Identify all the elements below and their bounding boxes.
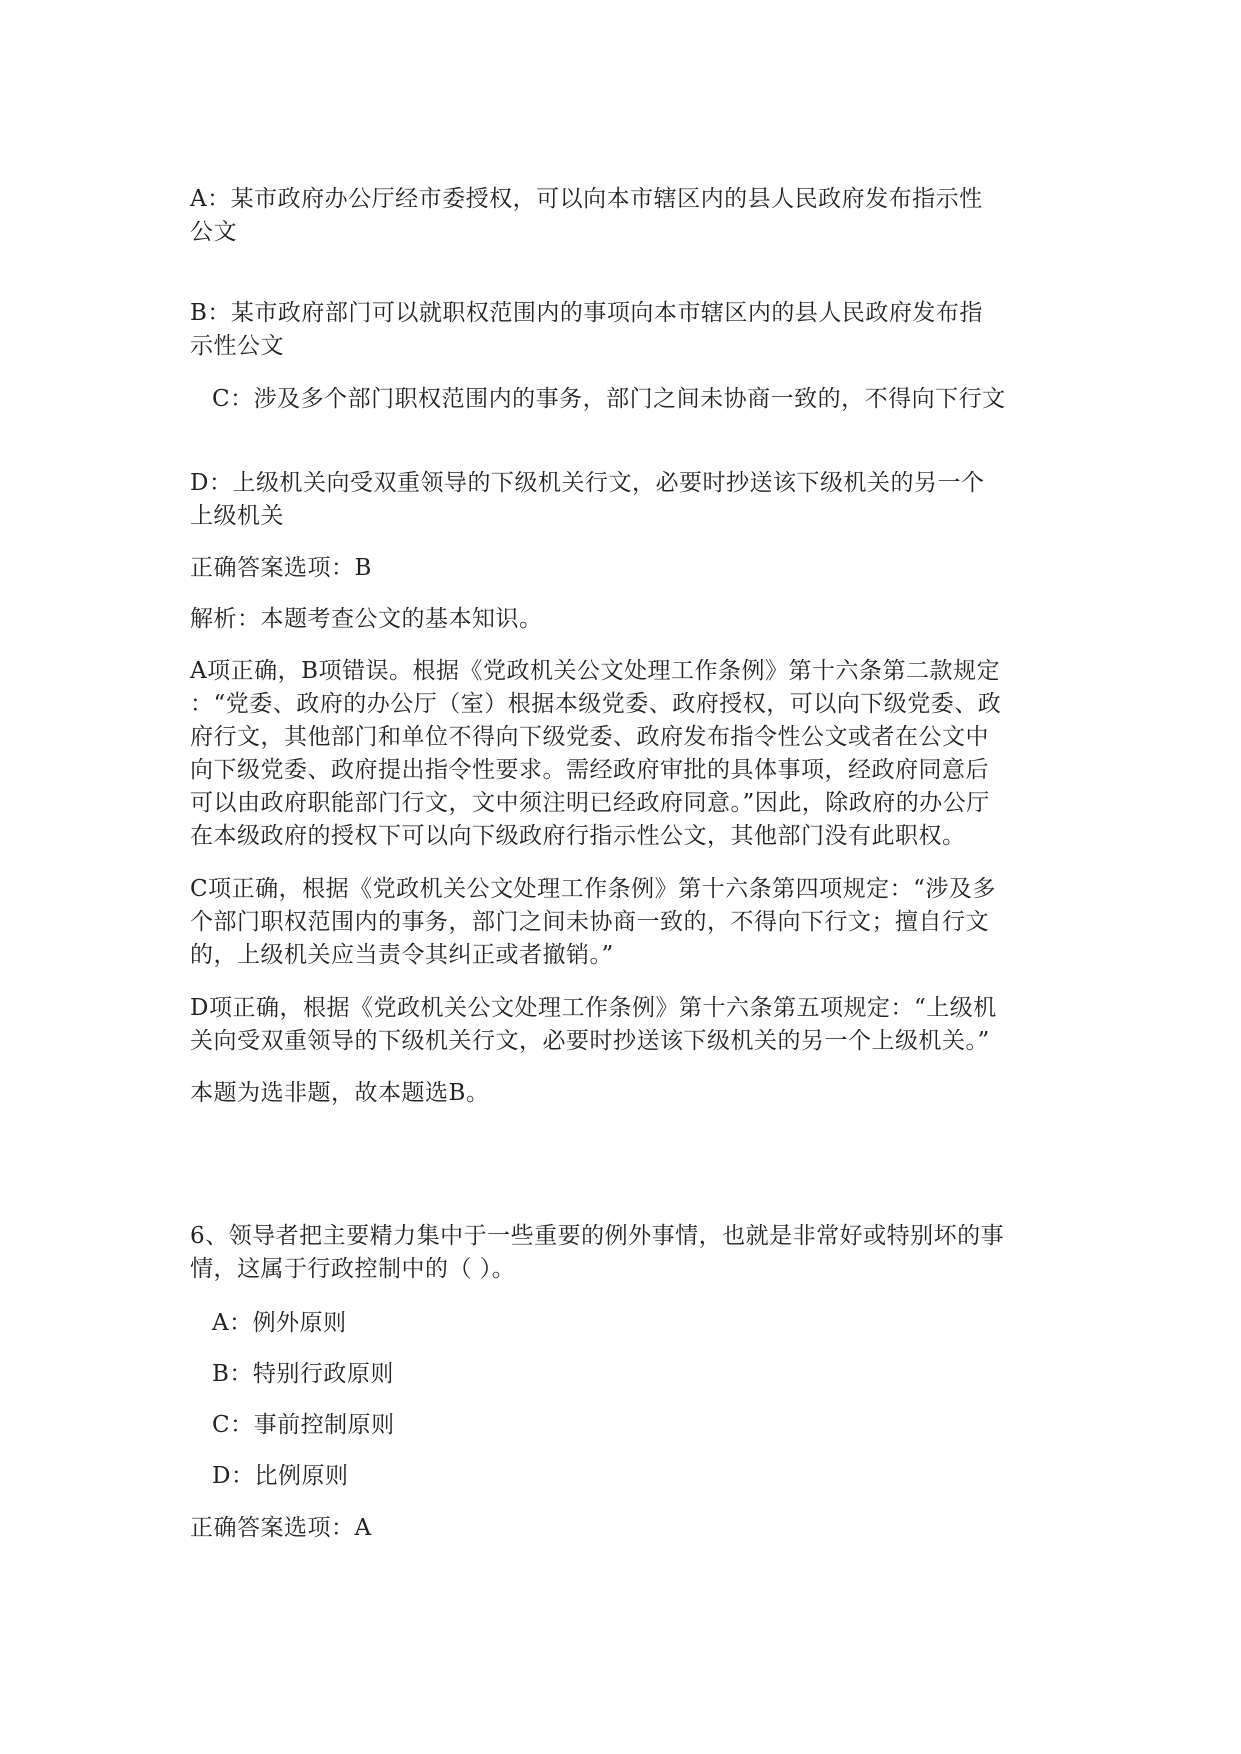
q6-answer: 正确答案选项：A bbox=[190, 1515, 372, 1541]
q5-option-a-line-2: 公文 bbox=[190, 219, 237, 245]
q5-para-c-line-3: 的，上级机关应当责令其纠正或者撤销。” bbox=[190, 942, 614, 968]
q5-para-a-line-6: 在本级政府的授权下可以向下级政府行指示性公文，其他部门没有此职权。 bbox=[190, 823, 966, 849]
q5-para-a-line-1: A项正确，B项错误。根据《党政机关公文处理工作条例》第十六条第二款规定 bbox=[190, 658, 1001, 684]
q6-option-c: C：事前控制原则 bbox=[212, 1412, 395, 1438]
q5-explanation-intro: 解析：本题考查公文的基本知识。 bbox=[190, 606, 543, 632]
q6-option-a: A：例外原则 bbox=[212, 1310, 347, 1336]
q5-answer: 正确答案选项：B bbox=[190, 555, 372, 581]
q5-option-b-line-2: 示性公文 bbox=[190, 333, 284, 359]
q5-para-a-line-4: 向下级党委、政府提出指令性要求。需经政府审批的具体事项，经政府同意后 bbox=[190, 757, 989, 783]
q6-option-b: B：特别行政原则 bbox=[212, 1361, 394, 1387]
q5-option-b-line-1: B：某市政府部门可以就职权范围内的事项向本市辖区内的县人民政府发布指 bbox=[190, 300, 983, 326]
q5-para-a-line-2: ：“党委、政府的办公厅（室）根据本级党委、政府授权，可以向下级党委、政 bbox=[190, 691, 1002, 717]
q5-para-d-line-2: 关向受双重领导的下级机关行文，必要时抄送该下级机关的另一个上级机关。” bbox=[190, 1028, 990, 1054]
q5-option-c: C：涉及多个部门职权范围内的事务，部门之间未协商一致的，不得向下行文 bbox=[212, 386, 1006, 412]
q6-stem-line-2: 情，这属于行政控制中的（ ）。 bbox=[190, 1256, 516, 1282]
q6-stem-line-1: 6、领导者把主要精力集中于一些重要的例外事情，也就是非常好或特别坏的事 bbox=[190, 1223, 1005, 1249]
q5-para-a-line-3: 府行文，其他部门和单位不得向下级党委、政府发布指令性公文或者在公文中 bbox=[190, 724, 989, 750]
q5-conclusion: 本题为选非题，故本题选B。 bbox=[190, 1080, 490, 1106]
q5-option-d-line-2: 上级机关 bbox=[190, 503, 284, 529]
q5-para-c-line-1: C项正确，根据《党政机关公文处理工作条例》第十六条第四项规定：“涉及多 bbox=[190, 876, 996, 902]
q5-option-a-line-1: A：某市政府办公厅经市委授权，可以向本市辖区内的县人民政府发布指示性 bbox=[190, 186, 983, 212]
q5-para-d-line-1: D项正确，根据《党政机关公文处理工作条例》第十六条第五项规定：“上级机 bbox=[190, 995, 997, 1021]
q5-para-a-line-5: 可以由政府职能部门行文，文中须注明已经政府同意。”因此，除政府的办公厅 bbox=[190, 790, 990, 816]
q5-para-c-line-2: 个部门职权范围内的事务，部门之间未协商一致的，不得向下行文；擅自行文 bbox=[190, 909, 989, 935]
q6-option-d: D：比例原则 bbox=[212, 1463, 349, 1489]
q5-option-d-line-1: D：上级机关向受双重领导的下级机关行文，必要时抄送该下级机关的另一个 bbox=[190, 470, 985, 496]
